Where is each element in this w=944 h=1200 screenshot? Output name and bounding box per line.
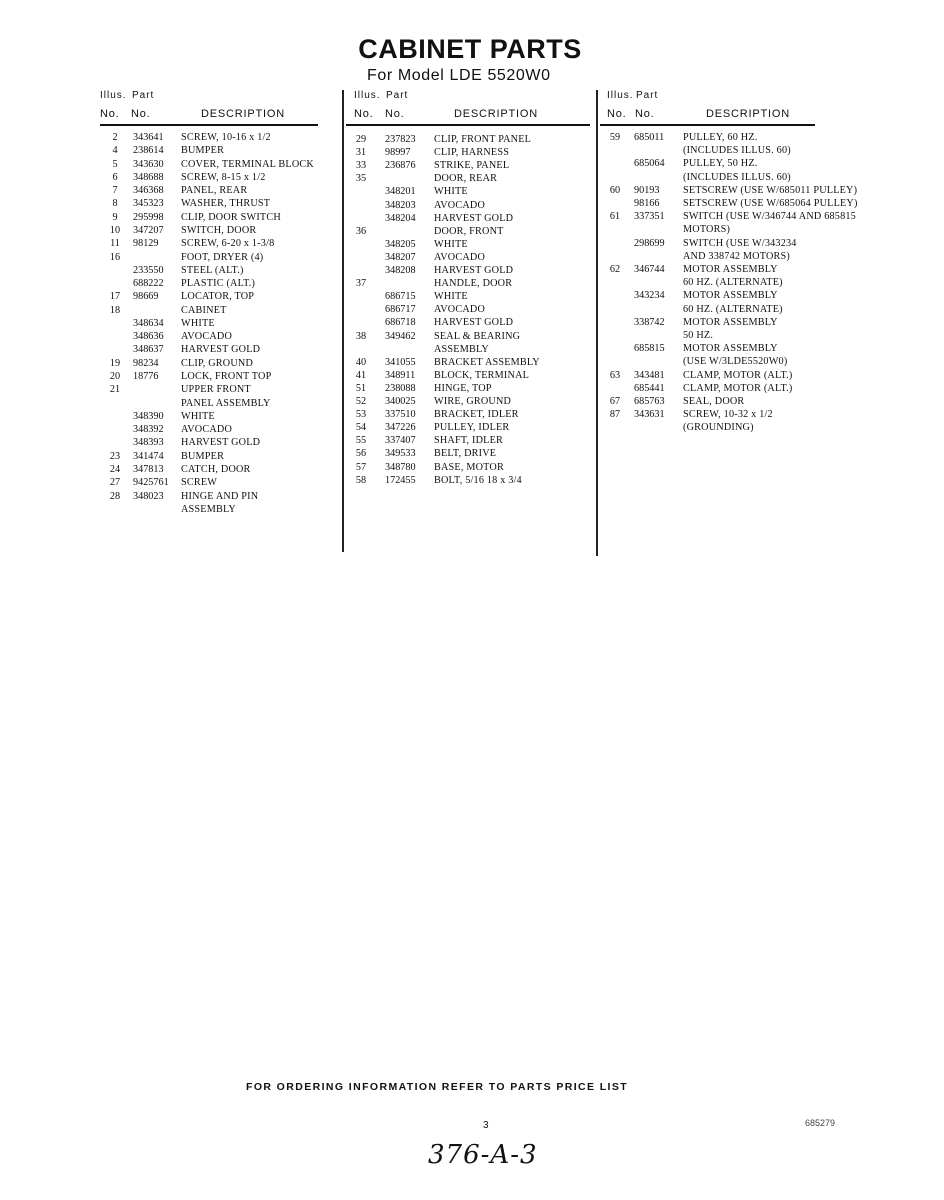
part-number: 343630 [133,158,164,170]
part-description: WHITE [181,317,215,329]
illus-number: 19 [109,357,121,369]
part-number: 348204 [385,212,416,224]
part-description: AVOCADO [434,251,486,263]
part-description: WASHER, THRUST [181,198,271,210]
part-number: 348636 [133,331,164,343]
part-description: AVOCADO [434,304,486,316]
part-description: SWITCH (USE W/346744 AND 685815 [683,211,856,223]
part-number: 685441 [634,382,665,394]
part-number: 348208 [385,265,416,276]
part-description: CLIP, DOOR SWITCH [181,211,281,223]
part-description: BELT, DRIVE [434,448,497,460]
part-number: 9425761 [133,477,169,489]
part-number: 295998 [133,211,164,223]
part-number: 18776 [133,371,159,383]
illus-number: 10 [109,224,121,236]
part-description: CLAMP, MOTOR (ALT.) [683,382,793,394]
part-description: HARVEST GOLD [434,317,514,329]
illus-number: 33 [355,160,367,172]
part-description: MOTOR ASSEMBLY [683,343,778,355]
part-description: HARVEST GOLD [434,212,514,224]
part-number: 348201 [385,186,416,198]
part-description: (INCLUDES ILLUS. 60) [683,171,791,183]
part-number: 348393 [133,437,164,449]
part-description: SEAL, DOOR [683,396,745,407]
part-description: AVOCADO [181,331,233,343]
part-description: AVOCADO [181,424,233,436]
part-description: BLOCK, TERMINAL [434,369,530,381]
part-number: 98166 [634,198,660,209]
part-description: 60 HZ. (ALTERNATE) [683,303,783,315]
part-description: HANDLE, DOOR [434,278,513,290]
part-description: CABINET [181,304,227,316]
illus-no-header: No. [607,108,627,120]
part-description: SCREW, 10-16 x 1/2 [181,132,271,143]
part-number: 686717 [385,304,416,316]
part-number: 345323 [133,198,164,210]
part-description: SEAL & BEARING [434,330,521,342]
illus-number: 27 [109,477,121,489]
illus-number: 7 [112,185,118,197]
part-description: SCREW, 8-15 x 1/2 [181,171,266,183]
part-number: 688222 [133,278,164,290]
part-number: 346368 [133,185,164,197]
part-number: 347226 [385,422,416,434]
illus-number: 53 [355,409,367,421]
part-number: 98129 [133,238,159,250]
illus-number: 31 [355,147,367,159]
illus-number: 23 [109,450,121,462]
part-number: 348637 [133,344,164,356]
illus-number: 61 [609,211,621,223]
title-text: CABINET PARTS [358,34,582,64]
illus-number: 40 [355,356,367,368]
part-description: CLIP, FRONT PANEL [434,134,532,145]
illus-number: 2 [112,132,118,143]
part-description: STEEL (ALT.) [181,264,244,276]
part-header: Part [386,90,409,101]
part-description: SWITCH (USE W/343234 [683,237,797,249]
part-description: ASSEMBLY [181,503,236,515]
part-number: 347207 [133,224,164,236]
part-description: DOOR, FRONT [434,225,504,237]
illus-number: 55 [355,435,367,447]
part-number: 340025 [385,396,416,407]
illus-number: 60 [609,184,621,196]
part-description: BUMPER [181,450,225,462]
part-number: 237823 [385,134,416,145]
illus-header: Illus. [100,90,127,101]
part-description: AVOCADO [434,199,486,211]
part-description: PULLEY, 60 HZ. [683,132,758,143]
part-description: ASSEMBLY [434,343,489,355]
illus-number: 38 [355,330,367,342]
illus-number: 63 [609,369,621,381]
part-number: 343481 [634,369,665,381]
part-number: 685064 [634,158,665,170]
part-number: 98997 [385,147,411,159]
part-description: HARVEST GOLD [181,437,261,449]
part-number: 349462 [385,330,416,342]
part-no-header: No. [131,108,151,120]
part-number: 238088 [385,382,416,394]
illus-number: 41 [355,369,367,381]
column-divider [342,90,344,552]
illus-header: Illus. [607,90,634,101]
part-description: WHITE [181,410,215,422]
illus-number: 52 [355,396,367,407]
part-number: 343631 [634,409,665,421]
part-number: 98234 [133,357,159,369]
part-description: PANEL, REAR [181,185,248,197]
illus-number: 18 [109,304,121,316]
illus-number: 9 [112,211,118,223]
part-number: 686715 [385,291,416,303]
illus-number: 16 [109,251,121,263]
part-number: 348911 [385,369,416,381]
part-number: 90193 [634,184,660,196]
header-rule [600,124,815,126]
part-number: 348780 [385,461,416,473]
part-description: PLASTIC (ALT.) [181,278,256,290]
illus-number: 28 [109,490,121,502]
part-number: 349533 [385,448,416,460]
illus-number: 35 [355,173,367,185]
illus-number: 56 [355,448,367,460]
part-description: STRIKE, PANEL [434,160,510,172]
part-number: 346744 [634,264,665,275]
part-description: SWITCH, DOOR [181,224,257,236]
part-description: WHITE [434,186,468,198]
part-description: WHITE [434,238,468,250]
illus-number: 62 [609,264,621,275]
page-title [0,34,944,65]
part-description: SCREW, 6-20 x 1-3/8 [181,238,275,250]
illus-number: 54 [355,422,367,434]
description-header: DESCRIPTION [454,108,538,120]
part-description: CLIP, HARNESS [434,147,510,159]
illus-number: 21 [109,384,121,396]
part-description: CLAMP, MOTOR (ALT.) [683,369,793,381]
part-description: BRACKET, IDLER [434,409,519,421]
page-number: 3 [483,1120,489,1131]
column-divider [596,90,598,556]
part-description: HINGE AND PIN [181,490,259,502]
part-description: UPPER FRONT [181,384,251,396]
header-rule [346,124,590,126]
part-number: 685011 [634,132,665,143]
illus-number: 58 [355,474,367,486]
part-number: 348207 [385,251,416,263]
document-code: 685279 [805,1118,836,1128]
part-description: 60 HZ. (ALTERNATE) [683,277,783,289]
part-description: (INCLUDES ILLUS. 60) [683,145,791,157]
part-description: SCREW, 10-32 x 1/2 [683,409,773,421]
illus-header: Illus. [354,90,381,101]
part-description: LOCATOR, TOP [181,291,255,303]
illus-no-header: No. [100,108,120,120]
part-number: 172455 [385,474,416,486]
part-description: CATCH, DOOR [181,464,251,475]
part-number: 348392 [133,424,164,436]
part-description: PANEL ASSEMBLY [181,397,271,409]
part-description: MOTOR ASSEMBLY [683,264,778,275]
part-number: 98669 [133,291,159,303]
part-description: DOOR, REAR [434,173,498,185]
part-number: 686718 [385,317,416,329]
header-rule [100,124,318,126]
illus-number: 57 [355,461,367,473]
model-subtitle: For Model LDE 5520W0 [367,67,551,84]
part-number: 236876 [385,160,416,172]
part-number: 343234 [634,290,665,302]
description-header: DESCRIPTION [201,108,285,120]
part-description: PULLEY, IDLER [434,422,510,434]
illus-number: 67 [609,396,621,407]
illus-number: 6 [112,171,118,183]
part-number: 348203 [385,199,416,211]
illus-number: 87 [609,409,621,421]
part-header: Part [132,90,155,101]
part-description: SCREW [181,477,218,489]
part-number: 343641 [133,132,164,143]
part-number: 298699 [634,237,665,249]
part-no-header: No. [385,108,405,120]
part-number: 348023 [133,490,164,502]
part-number: 341474 [133,450,164,462]
part-description: BRACKET ASSEMBLY [434,356,540,368]
illus-number: 51 [355,382,367,394]
illus-no-header: No. [354,108,374,120]
illus-number: 20 [109,371,121,383]
part-number: 348688 [133,171,164,183]
part-description: MOTOR ASSEMBLY [683,290,778,302]
part-description: BASE, MOTOR [434,461,504,473]
part-description: MOTORS) [683,224,731,236]
part-description: SHAFT, IDLER [434,435,503,447]
illus-number: 17 [109,291,121,303]
illus-number: 36 [355,225,367,237]
part-number: 337510 [385,409,416,421]
part-description: SETSCREW (USE W/685011 PULLEY) [683,184,858,196]
part-description: LOCK, FRONT TOP [181,371,272,383]
part-number: 685815 [634,343,665,355]
description-header: DESCRIPTION [706,108,790,120]
part-header: Part [636,90,659,101]
part-description: HINGE, TOP [434,382,492,394]
part-description: HARVEST GOLD [181,344,261,356]
part-description: (GROUNDING) [683,422,754,434]
part-description: WIRE, GROUND [434,396,512,407]
part-number: 341055 [385,356,416,368]
illus-number: 4 [112,145,118,157]
illus-number: 8 [112,198,118,210]
part-number: 348634 [133,317,164,329]
illus-number: 24 [109,464,121,475]
illus-number: 59 [609,132,621,143]
part-description: AND 338742 MOTORS) [683,250,790,262]
part-number: 347813 [133,464,164,475]
part-description: CLIP, GROUND [181,357,254,369]
part-description: (USE W/3LDE5520W0) [683,356,788,368]
part-number: 337407 [385,435,416,447]
part-description: HARVEST GOLD [434,265,514,276]
part-no-header: No. [635,108,655,120]
part-number: 348390 [133,410,164,422]
part-number: 238614 [133,145,164,157]
part-description: SETSCREW (USE W/685064 PULLEY) [683,198,858,209]
part-description: 50 HZ. [683,330,714,341]
part-description: MOTOR ASSEMBLY [683,316,778,328]
part-description: BOLT, 5/16 18 x 3/4 [434,474,522,486]
handwritten-note: 376-A-3 [428,1140,538,1170]
part-description: PULLEY, 50 HZ. [683,158,758,170]
part-number: 337351 [634,211,665,223]
illus-number: 29 [355,134,367,145]
illus-number: 5 [112,158,118,170]
part-description: BUMPER [181,145,225,157]
part-number: 233550 [133,264,164,276]
illus-number: 11 [110,238,120,250]
part-number: 685763 [634,396,665,407]
illus-number: 37 [355,278,367,290]
part-number: 338742 [634,316,665,328]
part-description: FOOT, DRYER (4) [181,251,264,263]
part-description: COVER, TERMINAL BLOCK [181,158,314,170]
ordering-note: FOR ORDERING INFORMATION REFER TO PARTS PRICE LIST [246,1081,629,1093]
part-description: WHITE [434,291,468,303]
part-number: 348205 [385,238,416,250]
